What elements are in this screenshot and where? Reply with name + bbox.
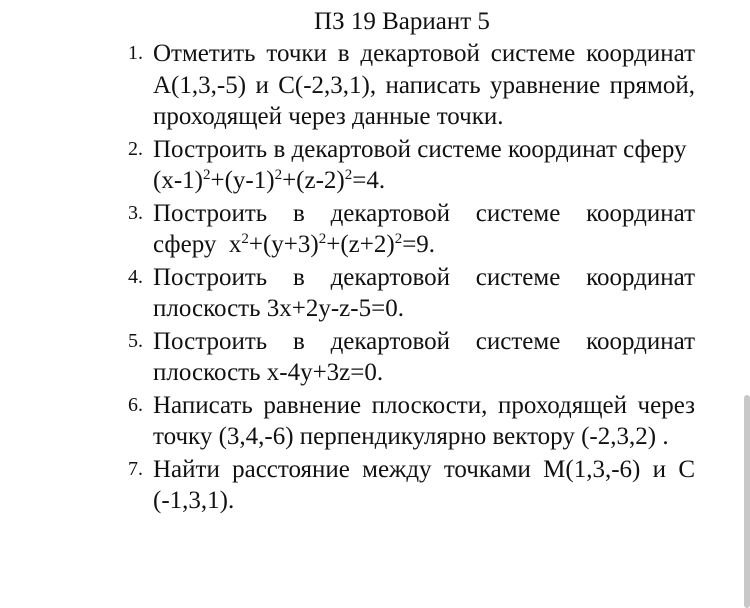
task-list [0, 38, 750, 517]
task-number: 6. [128, 393, 143, 416]
formula-exponent: 2 [274, 167, 283, 183]
vertical-scrollbar[interactable] [744, 395, 750, 608]
task-number: 3. [128, 201, 143, 224]
formula-exponent: 2 [202, 167, 211, 183]
task-text: Построить в декартовой системе координат сферу [153, 135, 687, 163]
formula-exponent: 2 [344, 167, 353, 183]
task-text: Построить в декартовой системе координат сферу [153, 199, 695, 258]
task-text: Построить в декартовой системе координат плоскость x-4y+3z=0. [153, 327, 695, 386]
task-text: Найти расстояние между точками M(1,3,-6) и C (-1,3,1). [153, 455, 695, 514]
page-title: ПЗ 19 Вариант 5 [314, 8, 490, 35]
task-item-1 [0, 38, 750, 133]
task-item-3 [0, 198, 750, 261]
formula-term: =4. [352, 167, 386, 194]
task-item-6 [0, 390, 750, 453]
formula-term: (x-1) [153, 167, 203, 194]
task-number: 7. [128, 457, 143, 480]
task-number: 5. [128, 329, 143, 352]
formula-exponent: 2 [318, 231, 327, 247]
formula-term: =9. [402, 231, 436, 258]
task-item-4 [0, 262, 750, 325]
task-number: 1. [128, 42, 143, 64]
formula-exponent: 2 [394, 231, 403, 247]
sphere-equation [229, 231, 435, 258]
formula-term: x [228, 231, 242, 258]
sphere-equation [153, 165, 695, 197]
task-number: 2. [128, 137, 143, 160]
formula-exponent: 2 [241, 231, 249, 247]
task-text: Построить в декартовой системе координат плоскость 3x+2y-z-5=0. [153, 263, 695, 322]
task-text: Отметить точки в декартовой системе координат A(1,3,-5) и C(-2,3,1), написать уравнение прямой, проходящей через данные точки. [153, 40, 695, 130]
formula-term: +(z+2) [326, 231, 395, 258]
task-text: Написать равнение плоскости, проходящей через точку (3,4,-6) перпендикулярно вектору (-2,3,2) . [153, 391, 695, 450]
formula-term: +(y+3) [248, 231, 319, 258]
task-item-7 [0, 454, 750, 517]
formula-term: +(y-1) [210, 167, 275, 194]
task-number: 4. [128, 265, 143, 288]
formula-term: +(z-2) [282, 167, 345, 194]
task-item-5 [0, 326, 750, 389]
task-item-2 [0, 134, 750, 197]
